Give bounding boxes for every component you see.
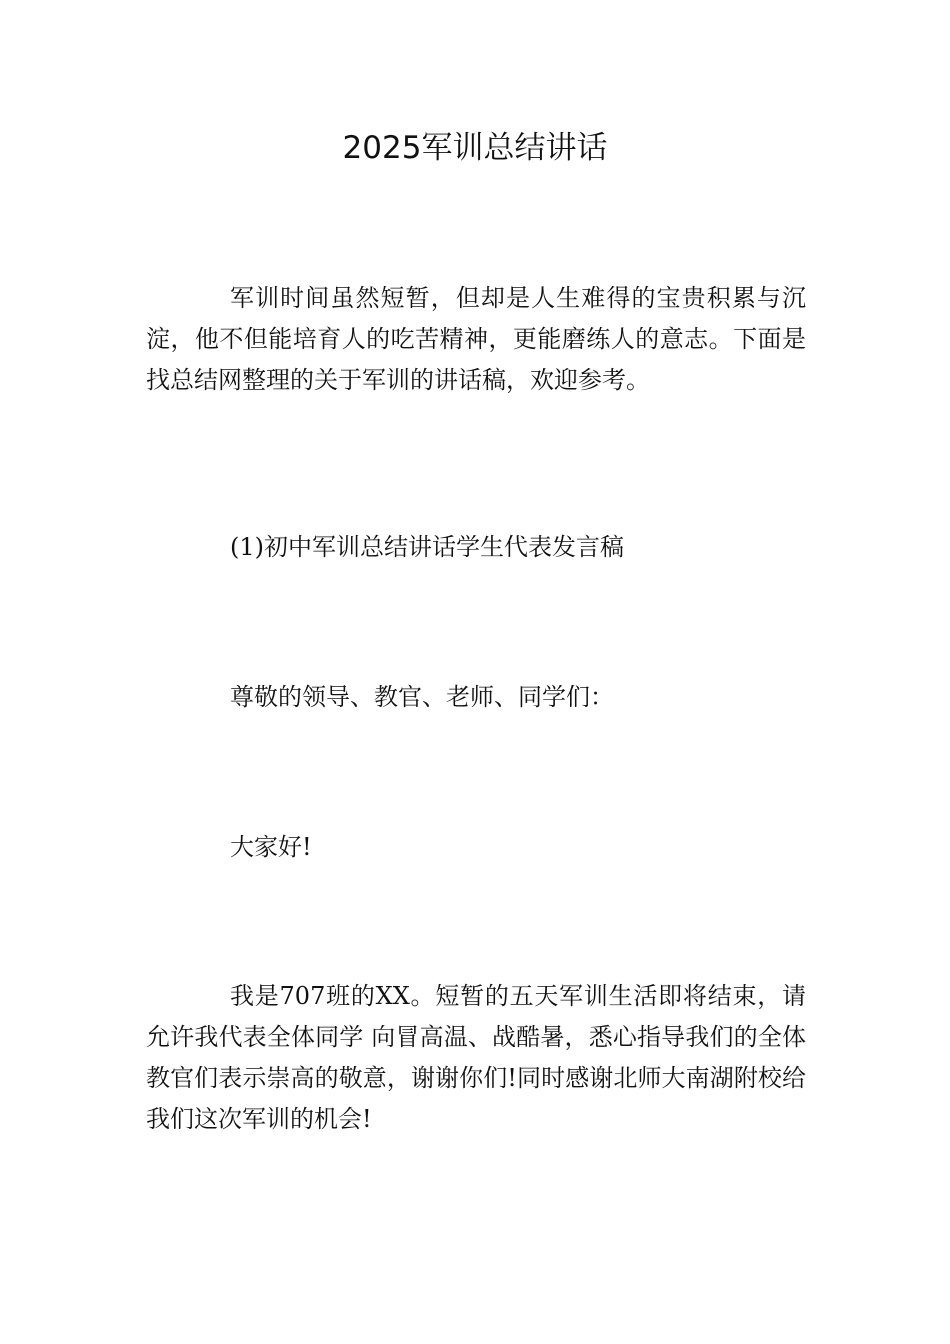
intro-paragraph: 军训时间虽然短暂，但却是人生难得的宝贵积累与沉淀，他不但能培育人的吃苦精神，更能磨练人的意志。下面是找总结网整理的关于军训的讲话稿，欢迎参考。 xyxy=(146,284,806,394)
document-title: 2025军训总结讲话 xyxy=(342,130,608,166)
greeting-paragraph: 大家好! xyxy=(230,833,312,861)
body-paragraph: 我是707班的XX。短暂的五天军训生活即将结束，请允许我代表全体同学 向冒高温、战酷暑，悉心指导我们的全体教官们表示崇高的敬意，谢谢你们!同时感谢北师大南湖附校给我们这次军训的机会! xyxy=(146,982,806,1133)
section-heading: (1)初中军训总结讲话学生代表发言稿 xyxy=(230,533,624,561)
salutation-paragraph: 尊敬的领导、教官、老师、同学们： xyxy=(230,683,614,711)
